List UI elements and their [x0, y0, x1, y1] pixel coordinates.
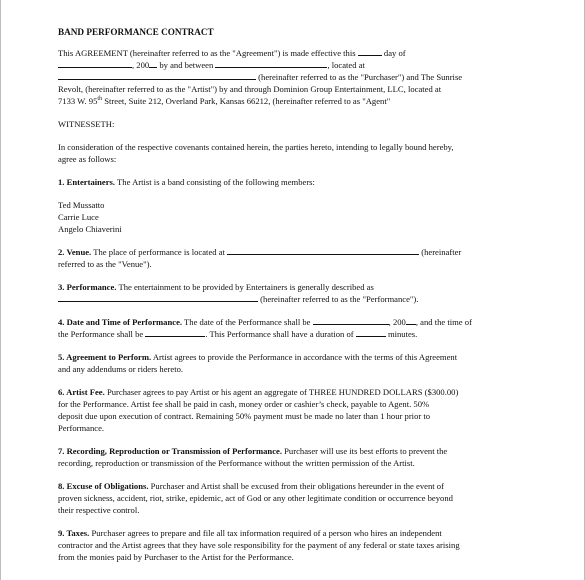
section-heading: 6. Artist Fee.: [58, 387, 105, 397]
purchaser-address-blank[interactable]: [58, 71, 256, 80]
section-agreement-to-perform: 5. Agreement to Perform. Artist agrees to provide the Performance in accordance with the terms of this Agreement and any addendums or riders hereto.: [58, 352, 458, 374]
member-name: Carrie Luce: [58, 212, 99, 222]
performance-time-blank[interactable]: [145, 328, 205, 337]
contract-body: [58, 26, 533, 574]
day-blank[interactable]: [358, 47, 382, 56]
section-taxes: 9. Taxes. Purchaser agrees to prepare and file all tax information required of a person who hires an independent contractor and the Artist agrees that they have sole responsibility for the payment of any federal or state taxes arising from the monies paid by Purchaser to the Artist for the Performance.: [58, 528, 460, 562]
purchaser-name-blank[interactable]: [215, 59, 327, 68]
intro-text: Street, Suite 212, Overland Park, Kansas 66212, (hereinafter referred to as "Agent": [104, 96, 391, 106]
intro-text: , located at: [327, 60, 365, 70]
month-blank[interactable]: [58, 59, 132, 68]
section-heading: 7. Recording, Reproduction or Transmission of Performance.: [58, 446, 282, 456]
section-heading: 4. Date and Time of Performance.: [58, 317, 183, 327]
intro-paragraph: [58, 47, 533, 107]
year-blank[interactable]: [149, 59, 157, 68]
section-heading: 5. Agreement to Perform.: [58, 352, 152, 362]
member-name: Angelo Chiaverini: [58, 224, 122, 234]
section-heading: 2. Venue.: [58, 247, 92, 257]
intro-text: by and between: [159, 60, 214, 70]
section-heading: 8. Excuse of Obligations.: [58, 481, 149, 491]
section-heading: 9. Taxes.: [58, 528, 90, 538]
intro-text: , 200: [132, 60, 150, 70]
intro-text: day of: [383, 48, 406, 58]
section-excuse-of-obligations: 8. Excuse of Obligations. Purchaser and Artist shall be excused from their obligations hereunder in the event of proven sickness, accident, riot, strike, epidemic, act of God or any other legitimate condition or occurrence beyond their respective control.: [58, 481, 453, 515]
section-date-time: 4. Date and Time of Performance. The date of the Performance shall be , 200 , and the time of the Performance shall be . This Performance shall have a duration of minutes.: [58, 317, 472, 339]
intro-text: 7133 W. 95: [58, 96, 98, 106]
venue-blank[interactable]: [227, 246, 419, 255]
intro-text: This AGREEMENT (hereinafter referred to as the "Agreement") is made effective this: [58, 48, 356, 58]
section-recording: 7. Recording, Reproduction or Transmission of Performance. Purchaser will use its best efforts to prevent the recording, reproduction or transmission of the Performance without the written permission of the Artist.: [58, 446, 448, 468]
section-venue: 2. Venue. The place of performance is located at (hereinafter referred to as the "Venue").: [58, 247, 462, 269]
band-members-list: [58, 199, 533, 235]
section-entertainers: 1. Entertainers. The Artist is a band consisting of the following members:: [58, 177, 315, 187]
performance-date-blank[interactable]: [313, 316, 389, 325]
performance-year-blank[interactable]: [406, 316, 416, 325]
contract-title: BAND PERFORMANCE CONTRACT: [58, 27, 214, 37]
performance-description-blank[interactable]: [58, 293, 258, 302]
section-heading: 3. Performance.: [58, 282, 117, 292]
section-performance: 3. Performance. The entertainment to be provided by Entertainers is generally described as (hereinafter referred to as the "Performance").: [58, 282, 419, 304]
section-artist-fee: 6. Artist Fee. Purchaser agrees to pay Artist or his agent an aggregate of THREE HUNDRED DOLLARS ($300.00) for the Performance. Artist fee shall be paid in cash, money order or cashier’s check, payable to Agent. 50% deposit due upon execution of contract. Remaining 50% payment must be made no later than 1 hour prior to Performance.: [58, 387, 459, 433]
intro-text: Revolt, (hereinafter referred to as the "Artist") by and through Dominion Group Entertainment, LLC, located at: [58, 84, 442, 94]
intro-text: (hereinafter referred to as the "Purchaser") and The Sunrise: [258, 72, 463, 82]
witnesseth-heading: WITNESSETH:: [58, 119, 115, 129]
consideration-paragraph: In consideration of the respective covenants contained herein, the parties hereto, intending to legally bound hereby, agree as follows:: [58, 142, 454, 164]
ordinal-suffix: th: [97, 96, 103, 103]
duration-blank[interactable]: [356, 328, 386, 337]
member-name: Ted Mussatto: [58, 200, 105, 210]
section-heading: 1. Entertainers.: [58, 177, 116, 187]
